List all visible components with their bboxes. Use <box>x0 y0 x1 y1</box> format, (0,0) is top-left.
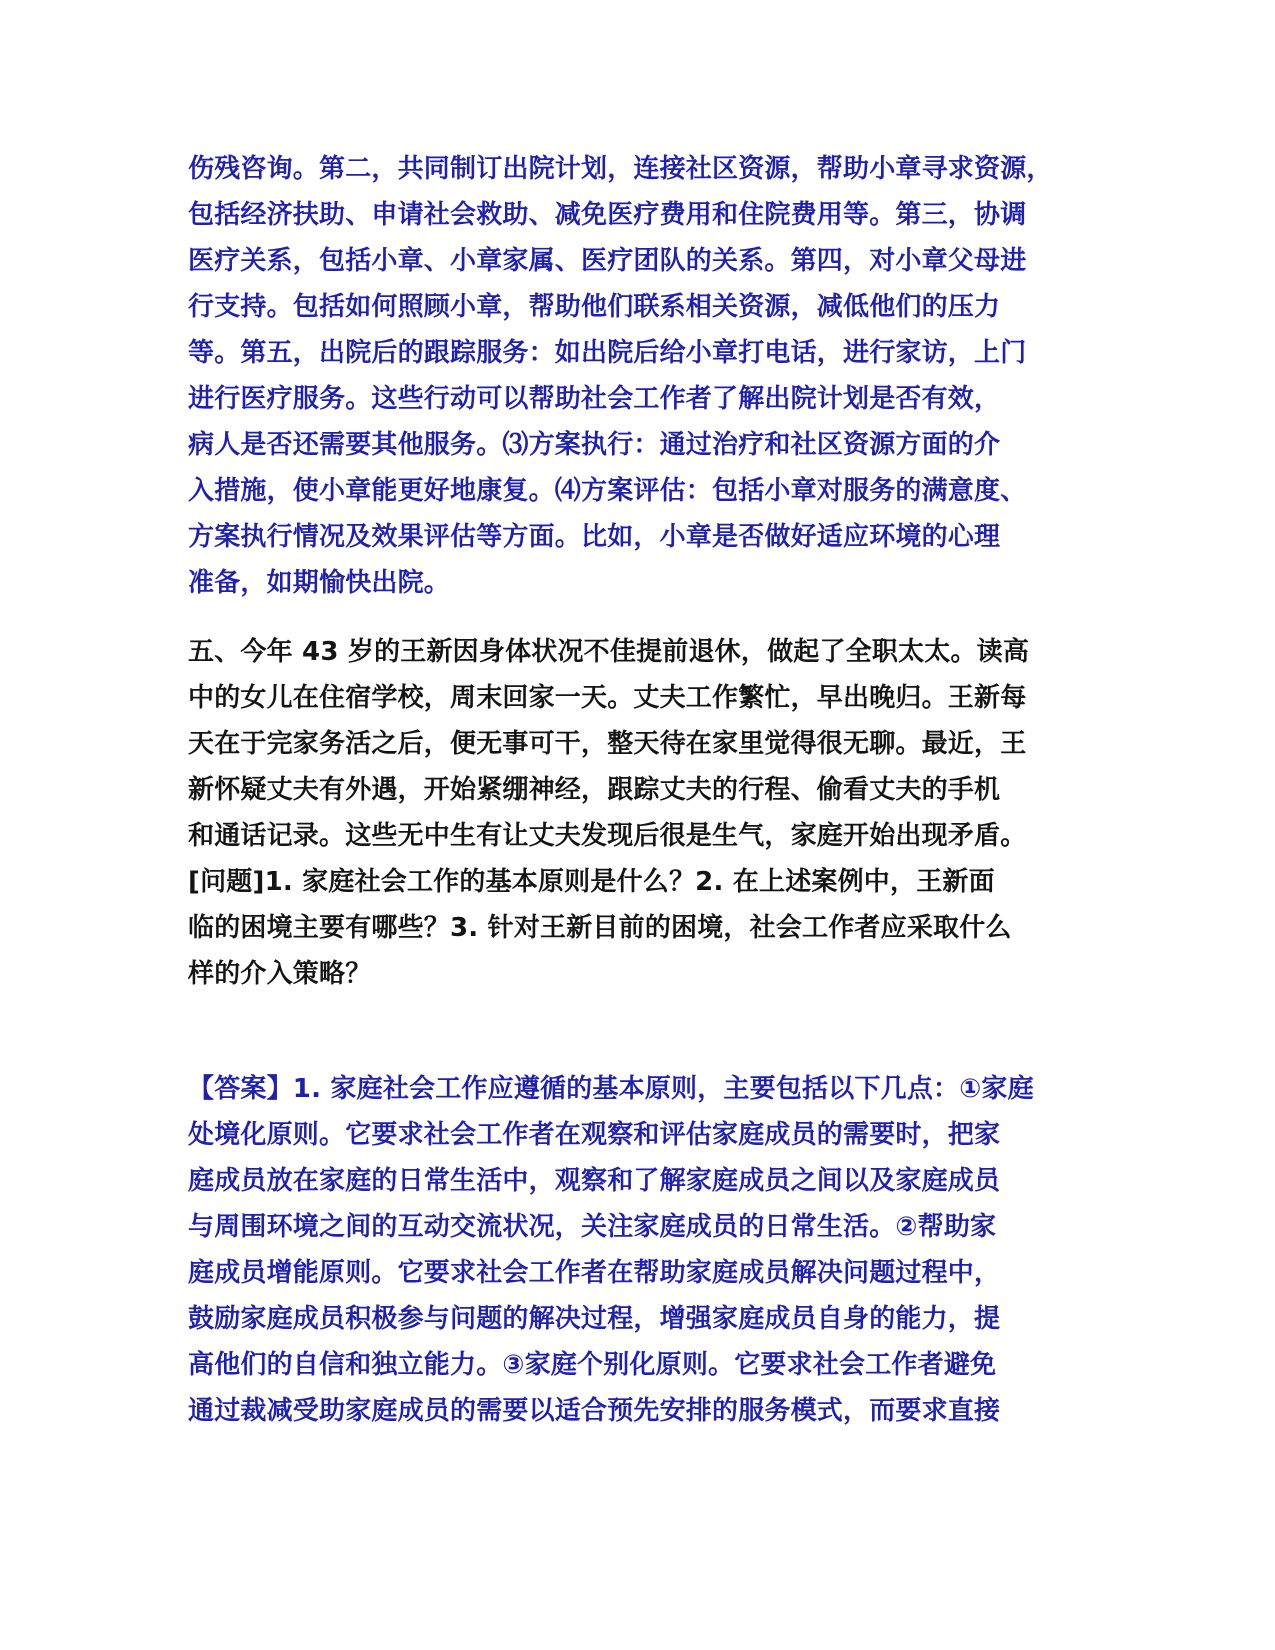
text-line: 通过裁减受助家庭成员的需要以适合预先安排的服务模式，而要求直接 <box>188 1396 1001 1426</box>
text-line: 五、今年 43 岁的王新因身体状况不佳提前退休，做起了全职太太。读高 <box>188 637 1030 667</box>
text-line: 【答案】1. 家庭社会工作应遵循的基本原则，主要包括以下几点：①家庭 <box>188 1074 1034 1104</box>
text-line: 进行医疗服务。这些行动可以帮助社会工作者了解出院计划是否有效， <box>188 384 1001 414</box>
text-line: 医疗关系，包括小章、小章家属、医疗团队的关系。第四，对小章父母进 <box>188 246 1027 276</box>
text-line: 病人是否还需要其他服务。⑶方案执行：通过治疗和社区资源方面的介 <box>188 430 1001 460</box>
text-line: 等。第五，出院后的跟踪服务：如出院后给小章打电话，进行家访，上门 <box>188 338 1027 368</box>
text-line: 庭成员增能原则。它要求社会工作者在帮助家庭成员解决问题过程中， <box>188 1258 1001 1288</box>
text-line: 高他们的自信和独立能力。③家庭个别化原则。它要求社会工作者避免 <box>188 1350 997 1380</box>
text-line: 方案执行情况及效果评估等方面。比如，小章是否做好适应环境的心理 <box>188 522 1001 552</box>
text-line: 包括经济扶助、申请社会救助、减免医疗费用和住院费用等。第三，协调 <box>188 200 1027 230</box>
text-line: 准备，如期愉快出院。 <box>188 568 451 598</box>
text-line: 天在于完家务活之后，便无事可干，整天待在家里觉得很无聊。最近，王 <box>188 729 1027 759</box>
answer-continuation-paragraph <box>188 146 1088 606</box>
text-line: 伤残咨询。第二，共同制订出院计划，连接社区资源，帮助小章寻求资源， <box>188 154 1053 184</box>
text-line: 和通话记录。这些无中生有让丈夫发现后很是生气，家庭开始出现矛盾。 <box>188 821 1027 851</box>
answer-paragraph <box>188 1066 1088 1434</box>
text-line: 与周围环境之间的互动交流状况，关注家庭成员的日常生活。②帮助家 <box>188 1212 997 1242</box>
text-line: 鼓励家庭成员积极参与问题的解决过程，增强家庭成员自身的能力，提 <box>188 1304 1001 1334</box>
text-line: 入措施，使小章能更好地康复。⑷方案评估：包括小章对服务的满意度、 <box>188 476 1027 506</box>
text-line: 处境化原则。它要求社会工作者在观察和评估家庭成员的需要时，把家 <box>188 1120 1001 1150</box>
text-line: [问题]1. 家庭社会工作的基本原则是什么？2. 在上述案例中，王新面 <box>188 867 995 897</box>
text-line: 中的女儿在住宿学校，周末回家一天。丈夫工作繁忙，早出晚归。王新每 <box>188 683 1027 713</box>
text-line: 样的介入策略？ <box>188 959 372 989</box>
text-line: 行支持。包括如何照顾小章，帮助他们联系相关资源，减低他们的压力 <box>188 292 1001 322</box>
text-line: 临的困境主要有哪些？3. 针对王新目前的困境，社会工作者应采取什么 <box>188 913 1012 943</box>
text-line: 庭成员放在家庭的日常生活中，观察和了解家庭成员之间以及家庭成员 <box>188 1166 1001 1196</box>
question-paragraph <box>188 629 1088 997</box>
text-line: 新怀疑丈夫有外遇，开始紧绷神经，跟踪丈夫的行程、偷看丈夫的手机 <box>188 775 1001 805</box>
